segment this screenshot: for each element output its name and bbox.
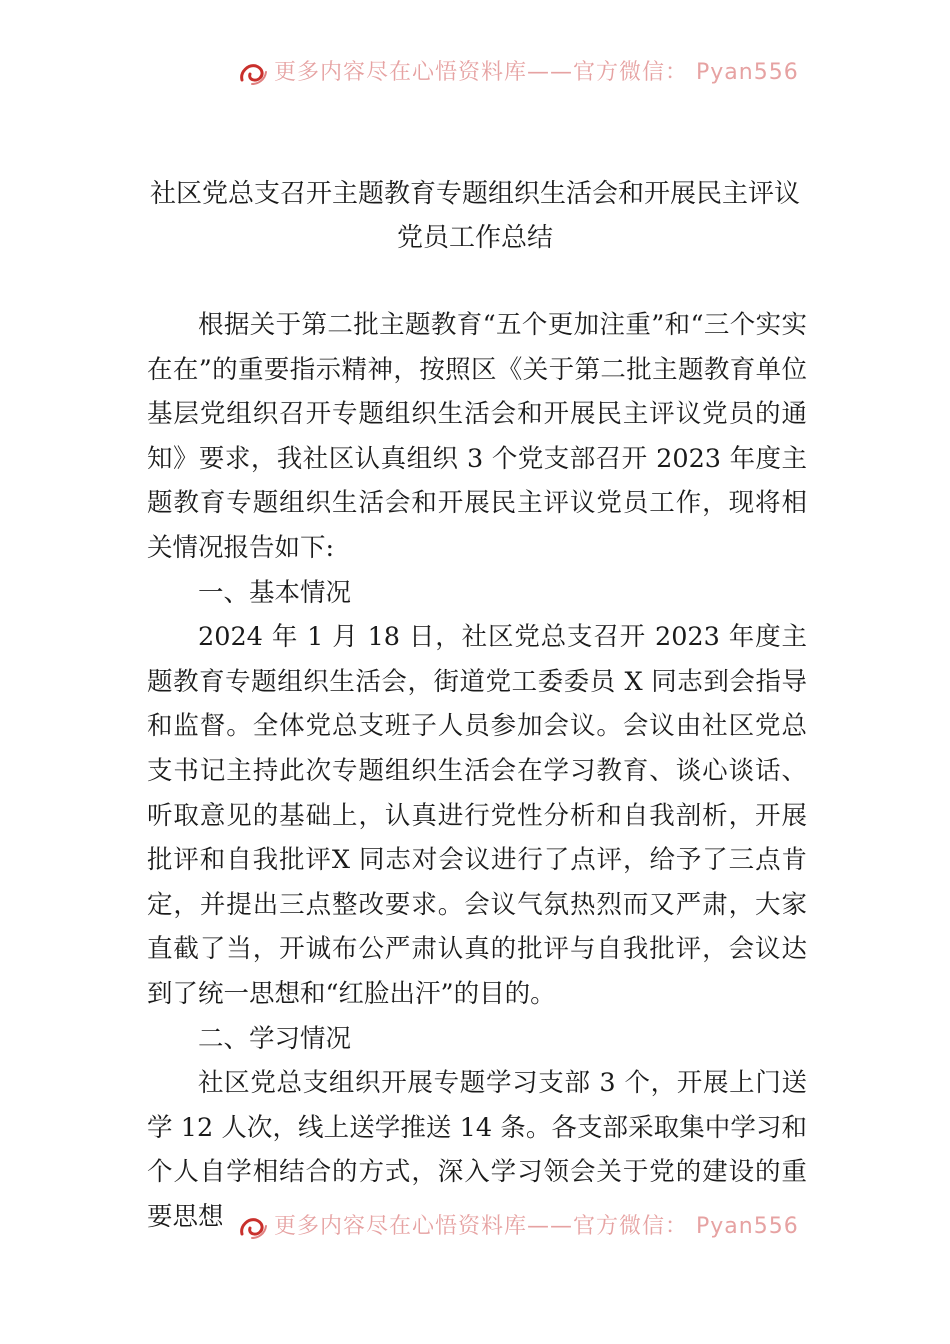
swirl-logo-icon	[238, 60, 268, 86]
header-watermark	[0, 50, 950, 90]
watermark-text: 更多内容尽在心悟资料库——官方微信： Pyan556	[274, 1214, 799, 1239]
footer-watermark	[0, 1204, 950, 1244]
title-line-1: 社区党总支召开主题教育专题组织生活会和开展民主评议	[149, 179, 800, 209]
intro-paragraph: 根据关于第二批主题教育“五个更加注重”和“三个实实在在”的重要指示精神，按照区《关于第二批主题教育单位基层党组织召开专题组织生活会和开展民主评议党员的通知》要求，我社区认真组织 3 个党支部召开 2023 年度主题教育专题组织生活会和开展民主评议党员工作，现将相关情况报告如下:	[147, 310, 807, 563]
document-body	[147, 303, 807, 1239]
watermark-text: 更多内容尽在心悟资料库——官方微信： Pyan556	[274, 60, 799, 85]
section-heading-study: 二、学习情况	[198, 1023, 352, 1054]
title-line-2: 党员工作总结	[396, 223, 553, 253]
swirl-logo-icon	[238, 1214, 268, 1240]
document-title	[0, 172, 950, 260]
section-heading-basic: 一、基本情况	[198, 577, 352, 608]
study-situation-paragraph: 社区党总支组织开展专题学习支部 3 个，开展上门送学 12 人次，线上送学推送 14 条。各支部采取集中学习和个人自学相结合的方式，深入学习领会关于党的建设的重要思想	[147, 1068, 807, 1232]
basic-situation-paragraph: 2024 年 1 月 18 日，社区党总支召开 2023 年度主题教育专题组织生活会，街道党工委委员 X 同志到会指导和监督。全体党总支班子人员参加会议。会议由社区党总支书记主持此次专题组织生活会在学习教育、谈心谈话、听取意见的基础上，认真进行党性分析和自我剖析，开展批评和自我批评X 同志对会议进行了点评，给予了三点肯定，并提出三点整改要求。会议气氛热烈而又严肃，大家直截了当，开诚布公严肃认真的批评与自我批评，会议达到了统一思想和“红脸出汗”的目的。	[147, 622, 807, 1009]
